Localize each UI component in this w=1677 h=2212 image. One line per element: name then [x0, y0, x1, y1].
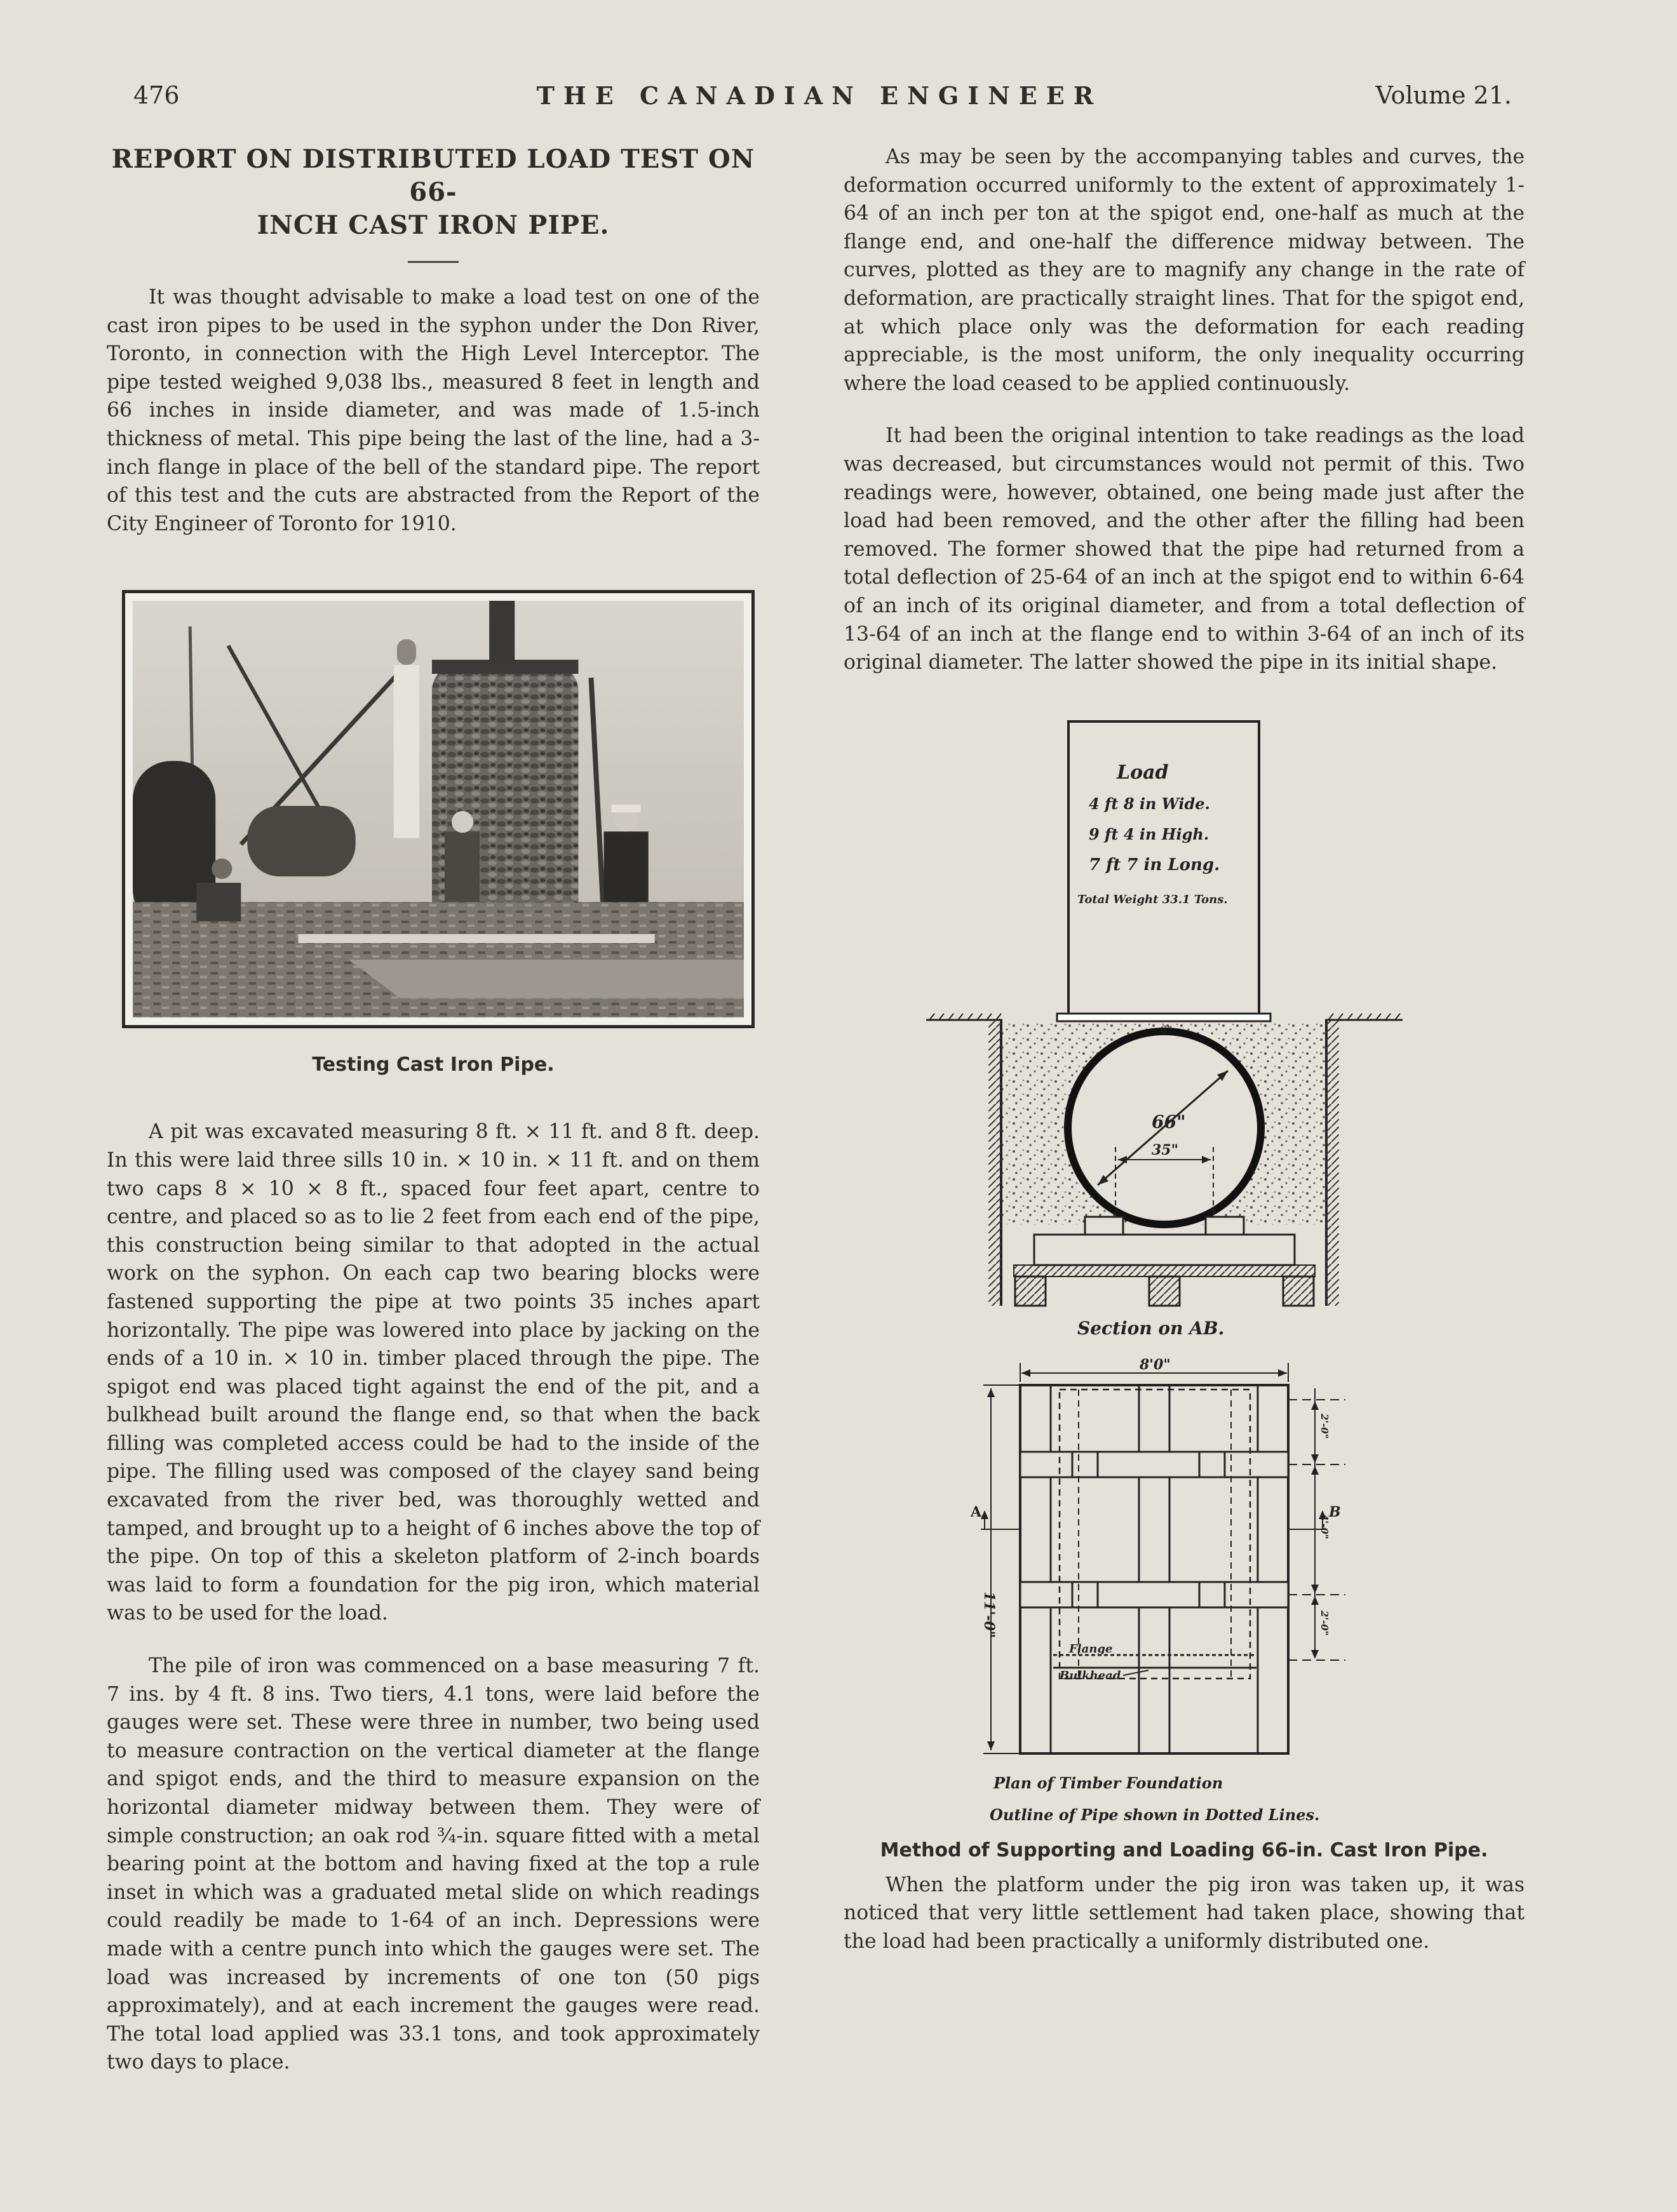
spacing-mid-dim: 4'-0" — [1319, 1513, 1330, 1539]
article-title-line2: INCH CAST IRON PIPE. — [257, 210, 610, 240]
section-label: Section on AB. — [1077, 1317, 1225, 1339]
readings-paragraph: It had been the original intention to take readings as the load was decreased, but circumstances would not permit of this. Two readings were, however, obtained, one being made just after the load had been removed, and the other after the filling had been removed. The former showed that the pipe had returned from a total deflection of 25-64 of an inch at the spigot end to within 6-64 of an inch of its original diameter, and from a total deflection of 13-64 of an inch at the flange end to within 3-64 of an inch of its original diameter. The latter showed the pipe in its initial shape. — [844, 424, 1525, 674]
plan-length-dim: 11'-0" — [981, 1591, 997, 1638]
plan-width-dim: 8'0" — [1140, 1356, 1171, 1373]
diagram-caption: Method of Supporting and Loading 66-in. Cast Iron Pipe. — [880, 1839, 1488, 1861]
load-label: Load — [1117, 761, 1169, 784]
page-number: 476 — [133, 81, 180, 109]
load-weight: Total Weight 33.1 Tons. — [1077, 892, 1228, 906]
iron-pile-paragraph: The pile of iron was commenced on a base measuring 7 ft. 7 ins. by 4 ft. 8 ins. Two tiers, 4.1 tons, were laid before the gauges were set. These were three in number, two being used to measure contraction on the vertical diameter at the flange and spigot ends, and the third to measure expansion on the horizontal diameter midway between them. They were of simple construction; an oak rod ¾-in. square fitted with a metal bearing point at the bottom and having fixed at the top a rule inset in which was a graduated metal slide on which readings could readily be made to 1-64 of an inch. Depressions were made with a centre punch into which the gauges were set. The load was increased by increments of one ton (50 pigs approximately), and at each increment the gauges were read. The total load applied was 33.1 tons, and took approximately two days to place. — [107, 1654, 760, 2074]
cover-label: 6" — [1160, 1023, 1173, 1037]
plan-title: Plan of Timber Foundation — [993, 1773, 1223, 1792]
pipe-diameter-label: 66" — [1152, 1111, 1186, 1132]
spacing-top-dim: 2'-0" — [1319, 1413, 1330, 1439]
left-column — [107, 143, 760, 2077]
sill-left — [1020, 1385, 1051, 1753]
plan-outline — [1020, 1385, 1288, 1753]
load-height: 9 ft 4 in High. — [1089, 824, 1209, 843]
flange-label: Flange — [1069, 1642, 1113, 1656]
load-width: 4 ft 8 in Wide. — [1089, 794, 1210, 813]
right-column — [844, 143, 1525, 1955]
photo-caption: Testing Cast Iron Pipe. — [312, 1054, 555, 1076]
load-length: 7 ft 7 in Long. — [1089, 855, 1220, 875]
section-marker-b: B — [1329, 1503, 1341, 1520]
plan-note: Outline of Pipe shown in Dotted Lines. — [990, 1805, 1320, 1824]
sill-middle — [1139, 1385, 1169, 1753]
article-title-line1: REPORT ON DISTRIBUTED LOAD TEST ON 66- — [111, 144, 755, 207]
pipe-test-photo — [133, 601, 744, 1017]
intro-paragraph: It was thought advisable to make a load test on one of the cast iron pipes to be used in the syphon under the Don River, Toronto, in connection with the High Level Interceptor. The pipe tested weighed 9,038 lbs., measured 8 feet in length and 66 inches in inside diameter, and was made of 1.5-inch thickness of metal. This pipe being the last of the line, had a 3-inch flange in place of the bell of the standard pipe. The report of this test and the cuts are abstracted from the Report of the City Engineer of Toronto for 1910. — [107, 286, 760, 535]
cap-upper — [1020, 1452, 1288, 1477]
spacing-bottom-dim: 2'-0" — [1319, 1610, 1330, 1636]
settlement-paragraph: When the platform under the pig iron was taken up, it was noticed that very little settlement had taken place, showing that the load had been practically a uniformly distributed one. — [844, 1873, 1525, 1953]
pit-paragraph: A pit was excavated measuring 8 ft. × 11 ft. and 8 ft. deep. In this were laid three sills 10 in. × 10 in. × 11 ft. and on them two caps 8 × 10 × 8 ft., spaced four feet apart, centre to centre, and placed so as to lie 2 feet from each end of the pipe, this construction being similar to that adopted in the actual work on the syphon. On each cap two bearing blocks were fastened supporting the pipe at two points 35 inches apart horizontally. The pipe was lowered into place by jacking on the ends of a 10 in. × 10 in. timber placed through the pipe. The spigot end was placed tight against the end of the pit, and a bulkhead built around the flange end, so that when the back filling was completed access could be had to the inside of the pipe. The filling used was composed of the clayey sand being excavated from the river bed, was thoroughly wetted and tamped, and brought up to a height of 6 inches above the top of the pipe. On top of this a skeleton platform of 2-inch boards was laid to form a foundation for the pig iron, which material was to be used for the load. — [107, 1120, 760, 1625]
volume-label: Volume 21. — [1375, 81, 1512, 109]
loading-diagram — [844, 715, 1525, 1871]
sill-right — [1258, 1385, 1288, 1753]
section-and-plan-drawing — [844, 715, 1525, 1871]
journal-title: THE CANADIAN ENGINEER — [536, 81, 1103, 110]
article-title — [107, 143, 760, 242]
running-head — [127, 81, 1512, 119]
pipe-outline-dotted — [1060, 1390, 1250, 1679]
deformation-paragraph: As may be seen by the accompanying tables and curves, the deformation occurred uniformly to the extent of approximately 1-64 of an inch per ton at the spigot end, one-half as much at the flange end, and one-half the difference midway between. The curves, plotted as they are to magnify any change in the rate of deformation, are practically straight lines. That for the spigot end, at which place only was the deformation for each reading appreciable, is the most uniform, the only inequality occurring where the load ceased to be applied continuously. — [844, 145, 1525, 395]
cap-lower — [1020, 1582, 1288, 1607]
title-rule — [408, 261, 459, 263]
platform — [1057, 1014, 1270, 1021]
cap-timber — [1034, 1235, 1295, 1265]
bulkhead-label: Bulkhead — [1060, 1668, 1121, 1682]
photo-frame — [122, 590, 755, 1028]
section-marker-a: A — [971, 1503, 982, 1520]
bearing-span-label: 35" — [1152, 1141, 1179, 1158]
